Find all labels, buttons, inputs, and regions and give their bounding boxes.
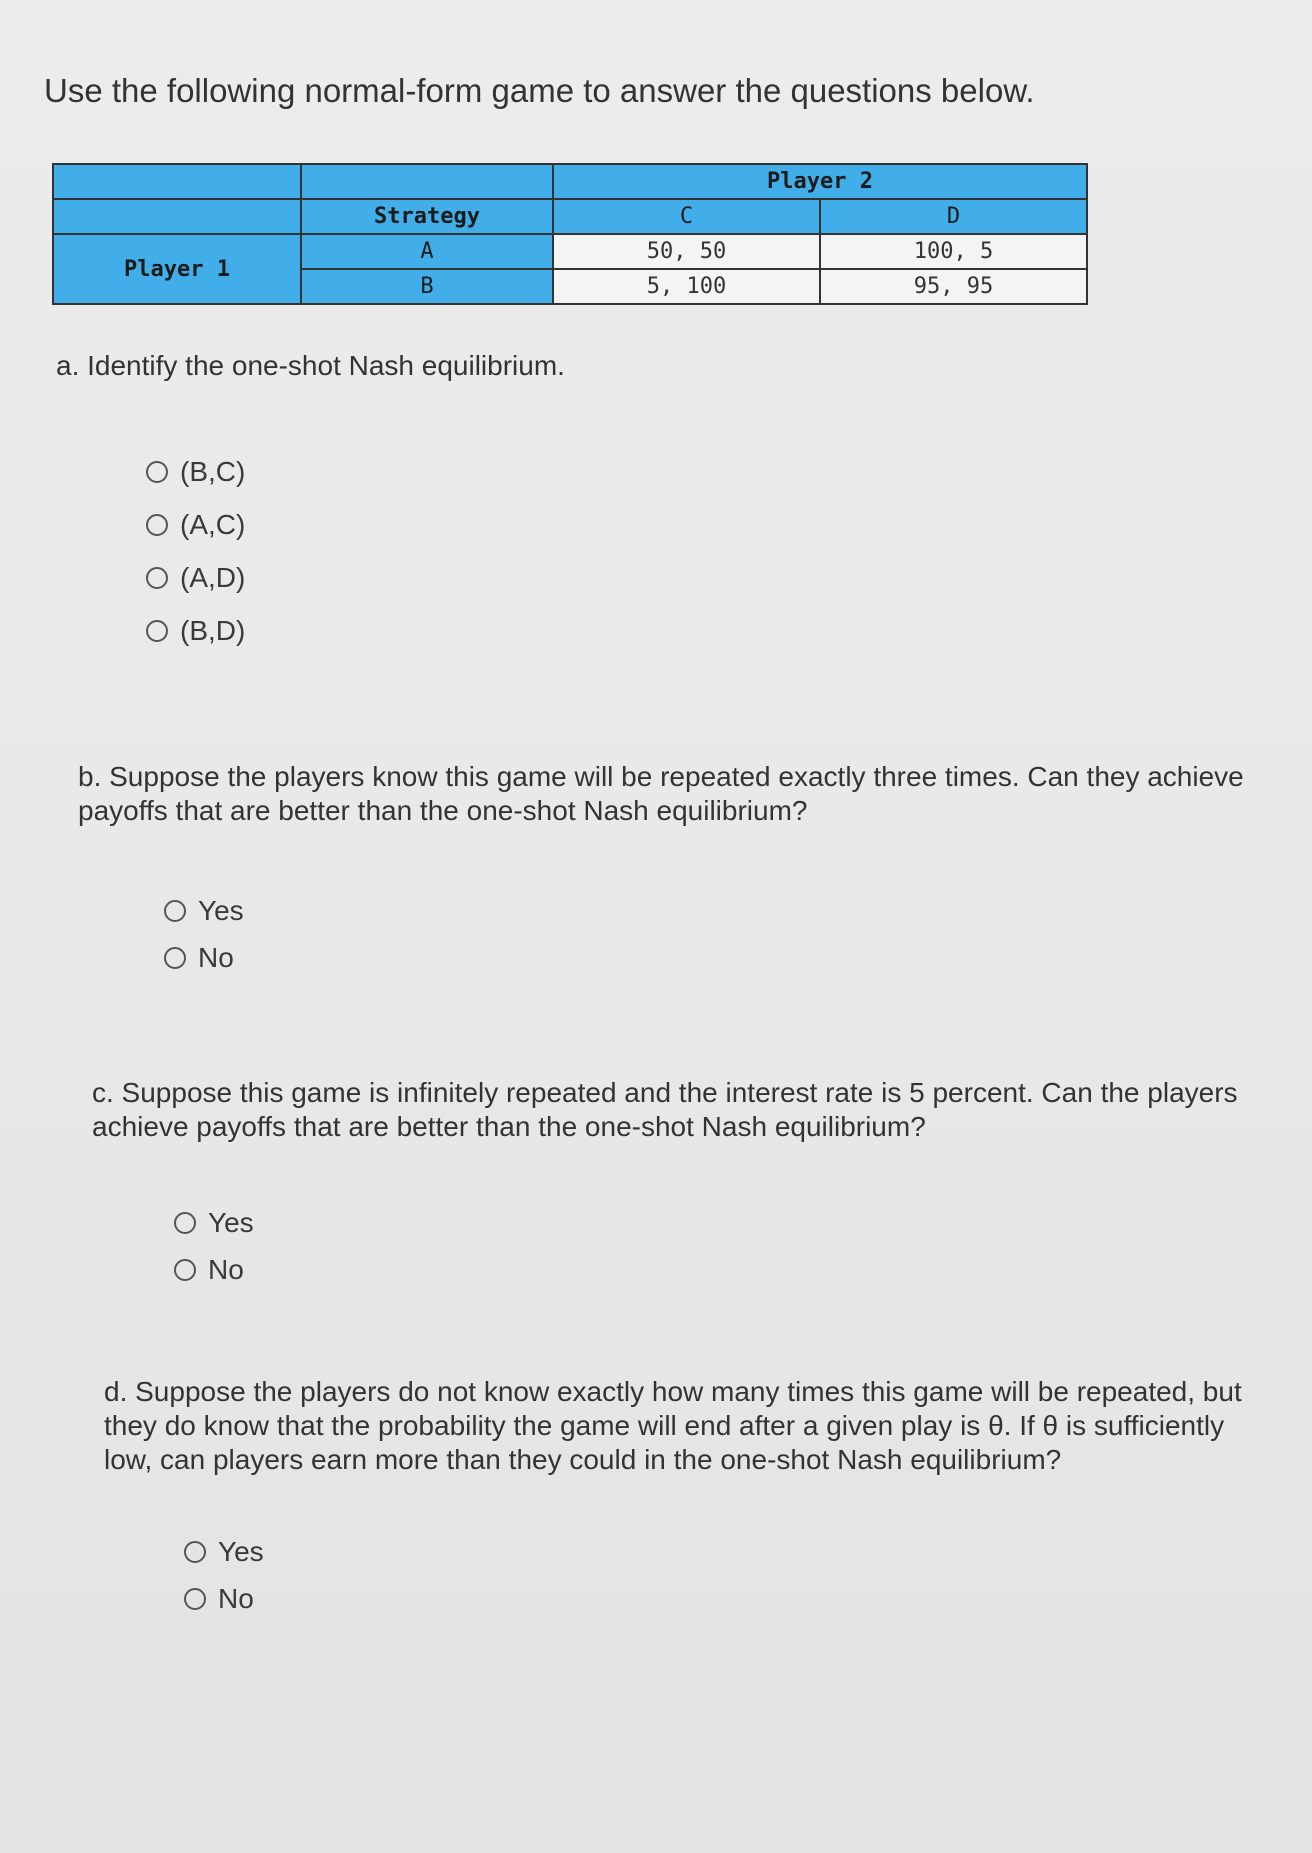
payoff-bc: 5, 100 [553,269,820,304]
radio-icon[interactable] [146,461,168,483]
option-label: (A,C) [180,508,246,540]
option-a-bc[interactable] [146,445,245,498]
option-c-yes[interactable] [174,1199,254,1246]
option-label: Yes [198,894,244,926]
question-d-options [184,1528,264,1622]
option-label: (B,D) [180,614,246,646]
option-a-ad[interactable] [146,551,245,604]
payoff-bd: 95, 95 [820,269,1087,304]
payoff-ac: 50, 50 [553,234,820,269]
radio-icon[interactable] [164,900,186,922]
payoff-table [52,163,1088,305]
question-b-text: b. Suppose the players know this game will be repeated exactly three times. Can they achieve payoffs that are better than the one-shot Nash equilibrium? [78,761,1244,826]
question-c-text: c. Suppose this game is infinitely repeated and the interest rate is 5 percent. Can the players achieve payoffs that are better than the one-shot Nash equilibrium? [92,1077,1238,1142]
row-b-header: B [301,269,553,304]
radio-icon[interactable] [184,1541,206,1563]
question-a-options [146,445,245,657]
option-d-no[interactable] [184,1575,264,1622]
radio-icon[interactable] [184,1588,206,1610]
table-blank-cell [53,199,301,234]
option-d-yes[interactable] [184,1528,264,1575]
radio-icon[interactable] [164,947,186,969]
question-b-options [164,887,244,981]
option-c-no[interactable] [174,1246,254,1293]
option-a-ac[interactable] [146,498,245,551]
question-d-text: d. Suppose the players do not know exactly how many times this game will be repeated, but they do know that the probability the game will end after a given play is θ. If θ is sufficiently low, can players earn more than they could in the one-shot Nash equilibrium? [104,1376,1242,1475]
payoff-ad: 100, 5 [820,234,1087,269]
strategy-header: Strategy [301,199,553,234]
radio-icon[interactable] [146,620,168,642]
column-c-header: C [553,199,820,234]
column-d-header: D [820,199,1087,234]
option-b-no[interactable] [164,934,244,981]
row-a-header: A [301,234,553,269]
option-label: Yes [218,1535,264,1567]
option-label: No [208,1253,244,1285]
player2-header: Player 2 [553,164,1087,199]
player1-header: Player 1 [53,234,301,304]
radio-icon[interactable] [146,514,168,536]
option-a-bd[interactable] [146,604,245,657]
intro-text: Use the following normal-form game to answer the questions below. [44,72,1035,109]
option-label: (A,D) [180,561,246,593]
table-corner-cell [53,164,301,199]
question-a-text: a. Identify the one-shot Nash equilibrium. [56,350,565,381]
table-header-blank [301,164,553,199]
question-c-options [174,1199,254,1293]
radio-icon[interactable] [174,1212,196,1234]
option-label: No [218,1582,254,1614]
option-label: (B,C) [180,455,246,487]
option-label: No [198,941,234,973]
option-b-yes[interactable] [164,887,244,934]
radio-icon[interactable] [146,567,168,589]
radio-icon[interactable] [174,1259,196,1281]
option-label: Yes [208,1206,254,1238]
